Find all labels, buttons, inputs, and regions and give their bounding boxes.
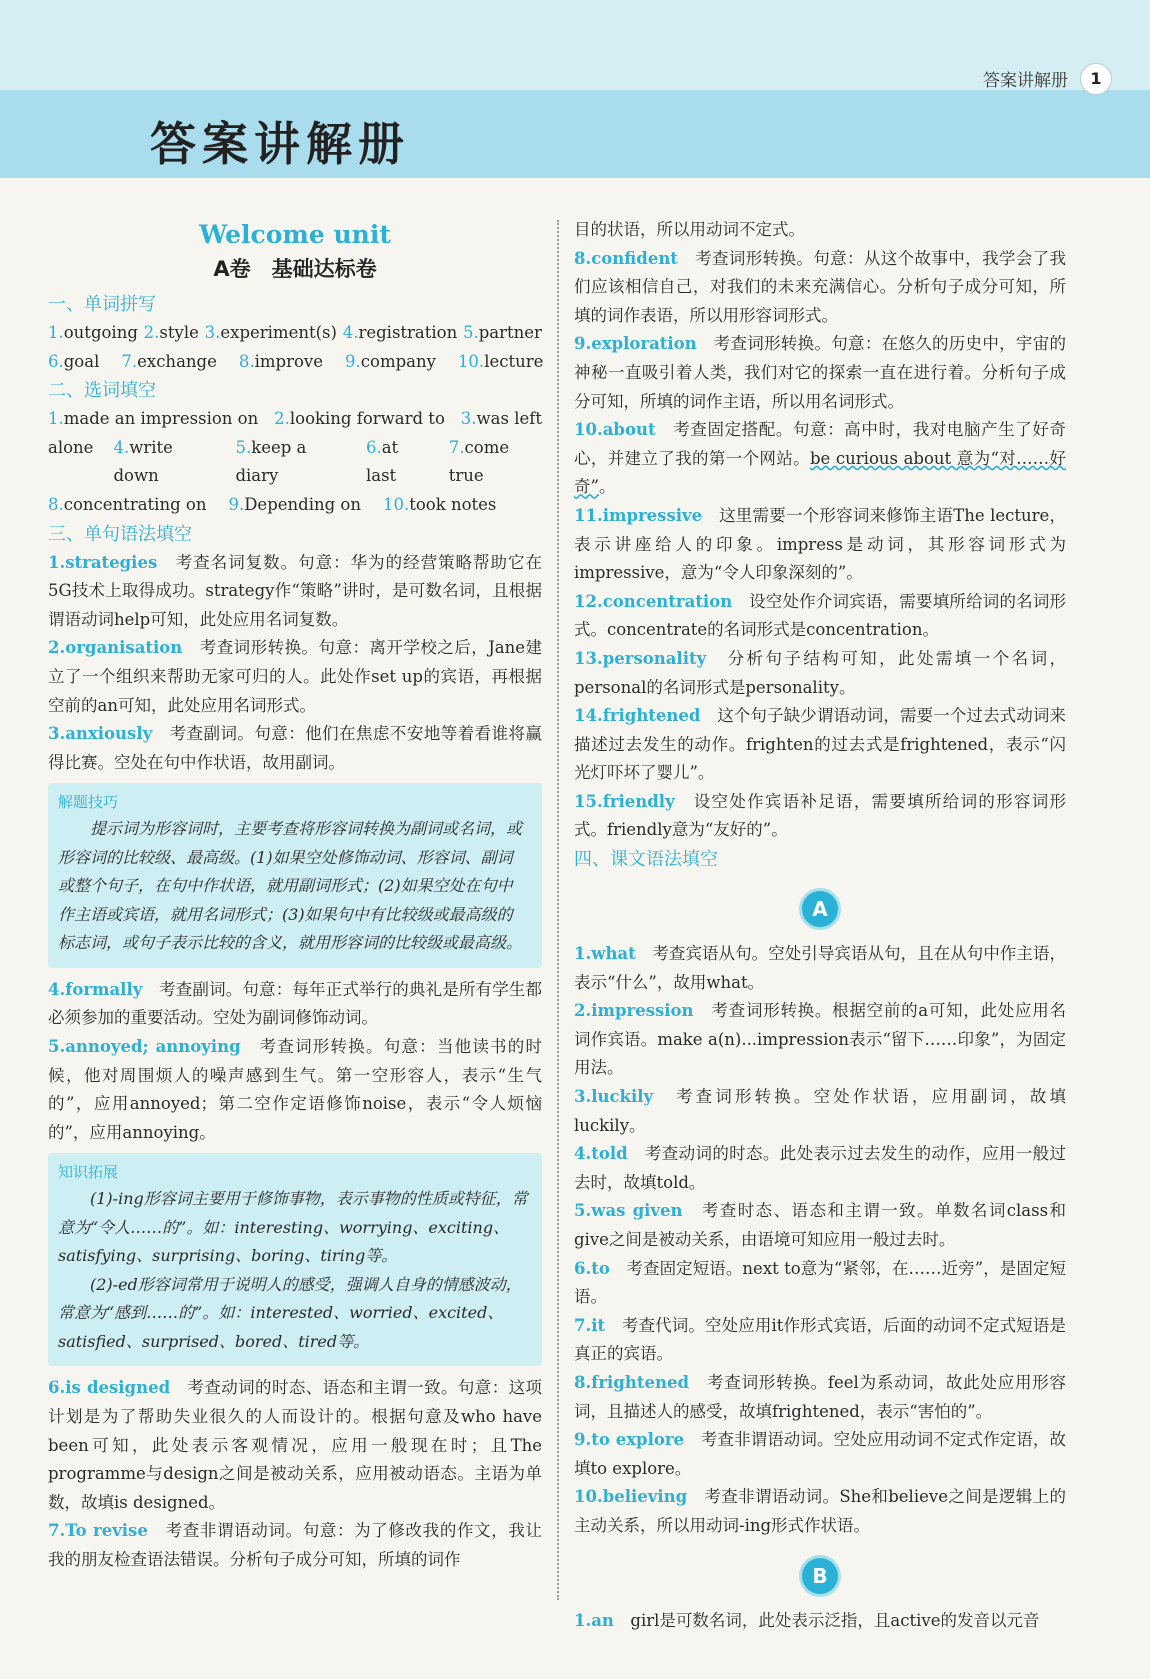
answer-item: 1.made an impression on	[48, 409, 259, 429]
answer-item: 10.lecture	[457, 351, 544, 371]
explanation-item: 9.to explore 考查非谓语动词。空处应用动词不定式作定语，故填to explore。	[574, 1430, 1067, 1478]
book-title: 答案讲解册	[150, 117, 410, 171]
explanation-item: 2.organisation 考查词形转换。句意：离开学校之后，Jane建立了一个组织来帮助无家可归的人。此处作set up的宾语，再根据空前的an可知，此处应用名词形式。	[48, 638, 543, 715]
explanation-item: 14.frightened 这个句子缺少谓语动词，需要一个过去式动词来描述过去发生的动作。frighten的过去式是frightened，表示“闪光灯吓坏了婴儿”。	[574, 706, 1067, 783]
answer-item: 8.improve	[238, 351, 324, 371]
explanation-item: 7.To revise 考查非谓语动词。句意：为了修改我的作文，我让我的朋友检查语法错误。分析句子成分可知，所填的词作	[48, 1521, 543, 1569]
left-column	[48, 216, 542, 1575]
explanation-item: 5.was given 考查时态、语态和主谓一致。单数名词class和give之间是被动关系，由语境可知应用一般过去时。	[574, 1201, 1067, 1249]
explanation-item: 11.impressive 这里需要一个形容词来修饰主语The lecture，表示讲座给人的印象。impress是动词，其形容词形式为impressive，意为“令人印象深刻的”。	[574, 505, 1066, 583]
explanation-item: 9.exploration 考查词形转换。句意：在悠久的历史中，宇宙的神秘一直吸引着人类，我们对它的探索一直在进行着。分析句子成分可知，所填的词作主语，所以用名词形式。	[574, 334, 1067, 411]
answer-item: 6.goal	[48, 351, 100, 371]
explanation-item: 4.formally 考查副词。句意：每年正式举行的典礼是所有学生都必须参加的重要活动。空处为副词修饰动词。	[48, 979, 543, 1028]
answer-item: 9.Depending on	[228, 494, 361, 514]
continued-text: 目的状语，所以用动词不定式。	[574, 220, 805, 239]
answer-item: 6.at last	[365, 437, 399, 486]
explanation-item: 8.confident 考查词形转换。句意：从这个故事中，我学会了我们应该相信自己，对我们的未来充满信心。分析句子成分可知，所填的词作表语，所以用形容词形式。	[574, 248, 1067, 325]
explanation-item: 8.frightened 考查词形转换。feel为系动词，故此处应用形容词，且描述人的感受，故填frightened，表示“害怕的”。	[574, 1372, 1067, 1421]
explanation-item: 1.an girl是可数名词，此处表示泛指，且active的发音以元音	[574, 1610, 1040, 1630]
answer-item: 9.company	[345, 351, 436, 371]
explanation-item: 3.anxiously 考查副词。句意：他们在焦虑不安地等着看谁将赢得比赛。空处在句中作状语，故用副词。	[48, 724, 543, 772]
page-number: 1	[1080, 63, 1112, 95]
unit-title: Welcome unit	[199, 220, 391, 249]
section-title-spelling: 一、单词拼写	[48, 294, 156, 315]
explanation-item: 5.annoyed; annoying 考查词形转换。句意：当他读书的时候，他对周围烦人的噪声感到生气。第一空形容人，表示“生气的”，应用annoyed；第二空作定语修饰noise，表示“令人烦恼的”，应用annoying。	[48, 1037, 542, 1142]
answer-item: 8.concentrating on	[48, 494, 207, 514]
paper-title: A卷 基础达标卷	[213, 257, 377, 281]
passage-b-label: B	[799, 1555, 841, 1597]
answer-item: alone	[48, 437, 94, 457]
explanation-item: 12.concentration 设空处作介词宾语，需要填所给词的名词形式。concentrate的名词形式是concentration。	[574, 591, 1067, 640]
explanation-item: 15.friendly 设空处作宾语补足语，需要填所给词的形容词形式。friendly意为“友好的”。	[574, 791, 1067, 840]
answer-item: 4.write down	[113, 437, 173, 486]
answer-item: 5.partner	[463, 323, 542, 342]
header-section-label: 答案讲解册	[983, 71, 1068, 91]
knowledge-box-text-2: (2)-ed形容词常用于说明人的感受，强调人自身的情感波动，常意为“感到……的”。如：interested、worried、excited、satisfied、surprised、bored、tired等。	[58, 1274, 522, 1351]
answer-item: 10.took notes	[382, 494, 497, 514]
choice-row-3	[48, 491, 542, 520]
answer-item: 1.outgoing	[48, 323, 138, 342]
tip-box	[48, 783, 542, 968]
explanation-item: 10.about 考查固定搭配。句意：高中时，我对电脑产生了好奇心，并建立了我的第一个网站。be curious about 意为“对……好奇”。	[574, 420, 1067, 497]
tip-box-title: 解题技巧	[58, 793, 119, 812]
explanation-item: 3.luckily 考查词形转换。空处作状语，应用副词，故填luckily。	[574, 1087, 1067, 1135]
answer-item: 3.experiment(s)	[204, 323, 337, 342]
explanation-item: 10.believing 考查非谓语动词。She和believe之间是逻辑上的主动关系，所以用动词-ing形式作状语。	[574, 1487, 1066, 1535]
answer-item: 4.registration	[342, 323, 458, 342]
passage-a-label: A	[799, 888, 841, 930]
spelling-row-2	[48, 348, 542, 377]
answer-item: 5.keep a diary	[235, 437, 307, 486]
explanation-item: 1.strategies 考查名词复数。句意：华为的经营策略帮助它在5G技术上取得成功。strategy作“策略”讲时，是可数名词，且根据谓语动词help可知，此处应用名词复数。	[48, 552, 543, 629]
knowledge-box	[48, 1153, 542, 1366]
choice-row-1	[48, 405, 542, 434]
section-title-word-choice: 二、选词填空	[48, 380, 156, 402]
answer-item: 2.looking forward to	[274, 409, 445, 429]
explanation-item: 13.personality 分析句子结构可知，此处需填一个名词，personal的名词形式是personality。	[574, 648, 1066, 697]
answer-item: 7.exchange	[121, 351, 217, 371]
explanation-item: 6.is designed 考查动词的时态、语态和主谓一致。句意：这项计划是为了帮助失业很久的人而设计的。根据句意及who have been可知，此处表示客观情况，应用一般现在时；且The programme与design之间是被动关系，应用被动语态。主语为单数，故填is designed。	[48, 1378, 543, 1512]
knowledge-box-title: 知识拓展	[58, 1163, 119, 1182]
explanation-item: 1.what 考查宾语从句。空处引导宾语从句，且在从句中作主语，表示“什么”，故用what。	[574, 944, 1067, 992]
explanation-item: 6.to 考查固定短语。next to意为“紧邻，在……近旁”，是固定短语。	[574, 1258, 1066, 1307]
column-divider	[557, 220, 559, 1600]
section-title-grammar: 三、单句语法填空	[48, 523, 192, 545]
explanation-item: 2.impression 考查词形转换。根据空前的a可知，此处应用名词作宾语。make a(n)...impression表示“留下……印象”，为固定用法。	[574, 1001, 1066, 1078]
explanation-item: 4.told 考查动词的时态。此处表示过去发生的动作，应用一般过去时，故填told。	[574, 1144, 1067, 1192]
right-column	[574, 216, 1066, 1635]
answer-item: 7.come true	[448, 437, 510, 486]
section-title-text-grammar: 四、课文语法填空	[574, 849, 718, 871]
explanation-item: 7.it 考查代词。空处应用it作形式宾语，后面的动词不定式短语是真正的宾语。	[574, 1315, 1066, 1364]
spelling-row-1	[48, 319, 542, 348]
knowledge-box-text-1: (1)-ing形容词主要用于修饰事物，表示事物的性质或特征，常意为“令人……的”。如：interesting、worrying、exciting、satisfying、surprising、boring、tiring等。	[58, 1189, 528, 1266]
header-top-band	[0, 0, 1150, 90]
answer-item: 2.style	[143, 323, 199, 342]
choice-row-2	[48, 434, 542, 491]
tip-box-text: 提示词为形容词时，主要考查将形容词转换为副词或名词，或形容词的比较级、最高级。(1)如果空处修饰动词、形容词、副词或整个句子，在句中作状语，就用副词形式；(2)如果空处在句中作主语或宾语，就用名词形式；(3)如果句中有比较级或最高级的标志词，或句子表示比较的含义，就用形容词的比较级或最高级。	[58, 819, 523, 953]
answer-item: 3.was left	[460, 409, 542, 429]
